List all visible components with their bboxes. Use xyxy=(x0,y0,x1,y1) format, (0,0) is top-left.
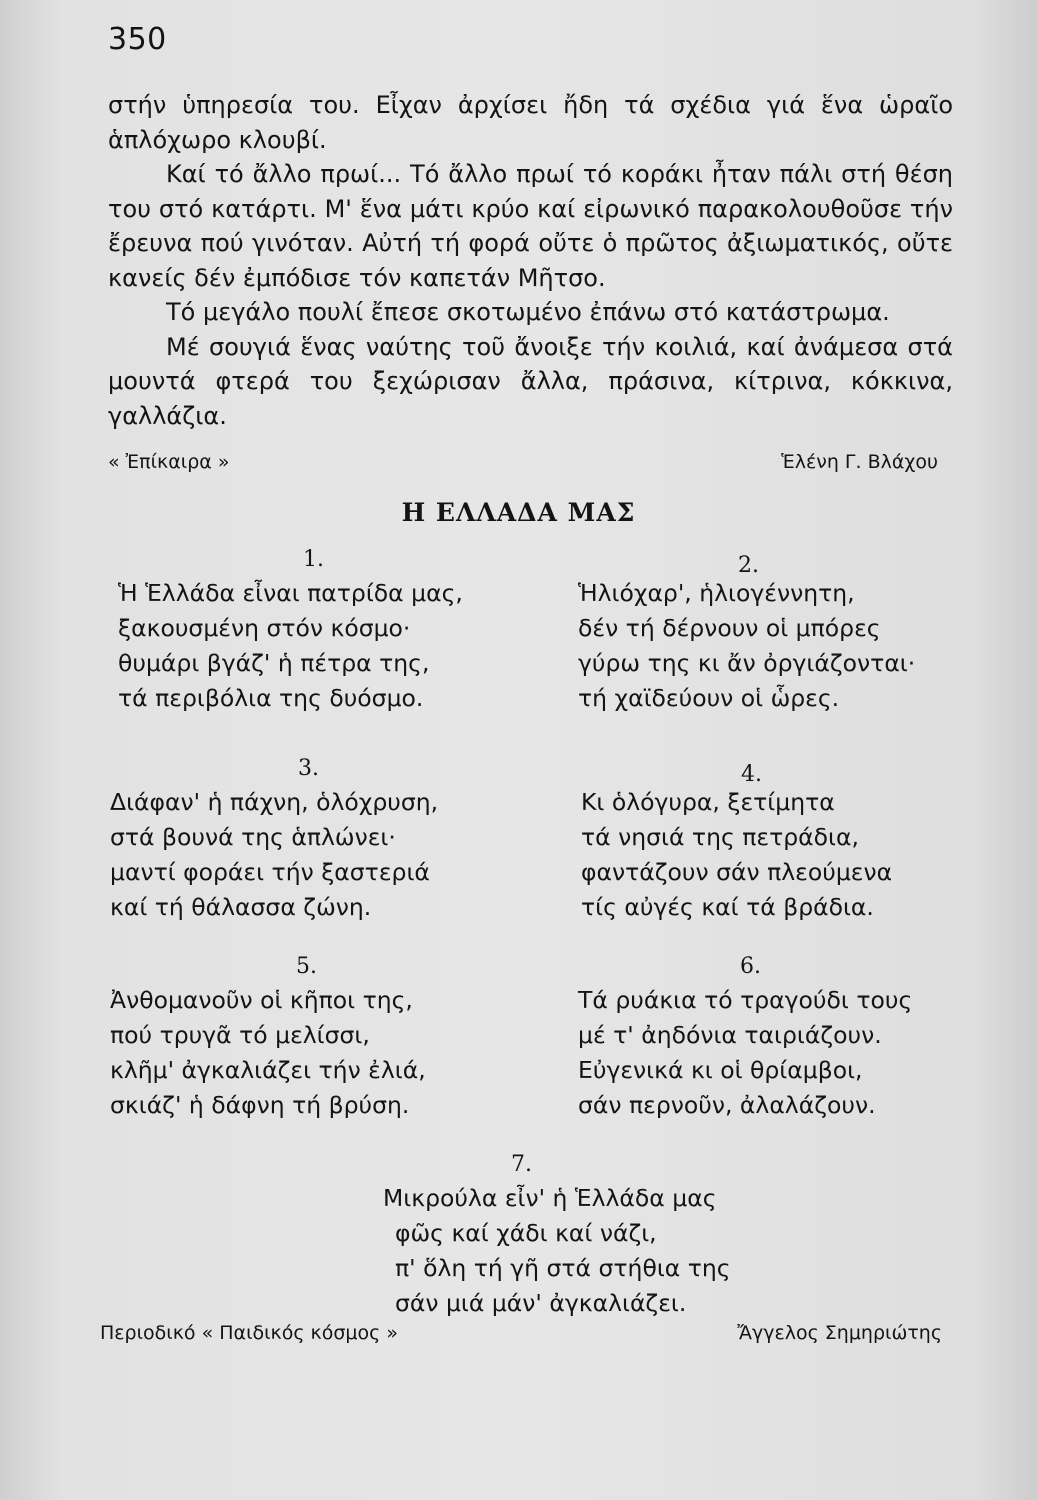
poem-line: θυμάρι βγάζ' ἡ πέτρα της, xyxy=(118,649,430,677)
prose-source: « Ἐπίκαιρα » xyxy=(108,451,230,473)
poem-line: Εὐγενικά κι οἱ θρίαμβοι, xyxy=(578,1056,863,1084)
stanza-5 xyxy=(110,954,426,1123)
page-number: 350 xyxy=(108,22,167,57)
poem-source: Περιοδικό « Παιδικός κόσμος » xyxy=(100,1322,398,1344)
stanza-3 xyxy=(110,756,439,925)
prose-author: Ἑλένη Γ. Βλάχου xyxy=(781,451,938,473)
poem-line: τίς αὐγές καί τά βράδια. xyxy=(581,893,874,921)
prose-paragraph: Τό μεγάλο πουλί ἔπεσε σκοτωμένο ἐπάνω στό κατάστρωμα. xyxy=(166,298,890,326)
poem-line: Μικρούλα εἶν' ἡ Ἑλλάδα μας xyxy=(383,1184,717,1212)
poem-line: σάν περνοῦν, ἀλαλάζουν. xyxy=(578,1091,876,1119)
poem-line: τή χαϊδεύουν οἱ ὧρες. xyxy=(578,684,840,712)
poem-line: π' ὅλη τή γῆ στά στήθια της xyxy=(395,1254,731,1282)
stanza-number: 2. xyxy=(738,553,759,578)
poem-line: μαντί φοράει τήν ξαστεριά xyxy=(110,858,430,886)
poem-line: μέ τ' ἀηδόνια ταιριάζουν. xyxy=(578,1021,882,1049)
poem-line: στά βουνά της ἁπλώνει· xyxy=(110,823,396,851)
poem-line: Ἡ Ἑλλάδα εἶναι πατρίδα μας, xyxy=(118,579,463,607)
poem-line: κλῆμ' ἀγκαλιάζει τήν ἐλιά, xyxy=(110,1056,426,1084)
poem-line: σάν μιά μάν' ἀγκαλιάζει. xyxy=(395,1289,687,1317)
stanza-2 xyxy=(578,553,916,716)
poem-line: δέν τή δέρνουν οἱ μπόρες xyxy=(578,614,881,642)
poem-line: φῶς καί χάδι καί νάζι, xyxy=(395,1219,657,1247)
prose-paragraph: Μέ σουγιά ἕνας ναύτης τοῦ ἄνοιξε τήν κοιλιά, καί ἀνάμεσα στά μουντά φτερά του ξεχώρισαν ἄλλα, πράσινα, κίτρινα, κόκκινα, γαλλάζια. xyxy=(108,332,953,430)
poem-line: Διάφαν' ἡ πάχνη, ὁλόχρυση, xyxy=(110,788,439,816)
prose-paragraph: Καί τό ἄλλο πρωί... Τό ἄλλο πρωί τό κοράκι ἦταν πάλι στή θέση του στό κατάρτι. Μ' ἕνα μάτι κρύο καί εἰρωνικό παρακολουθοῦσε τήν ἔρευνα πού γινόταν. Αὐτή τή φορά οὔτε ὁ πρῶτος ἀξιωματικός, οὔτε κανείς δέν ἐμπόδισε τόν καπετάν Μῆτσο. xyxy=(108,160,953,292)
poem-line: φαντάζουν σάν πλεούμενα xyxy=(581,858,893,886)
poem-author: Ἄγγελος Σημηριώτης xyxy=(737,1322,942,1344)
poem-line: ξακουσμένη στόν κόσμο· xyxy=(118,614,411,642)
stanza-6 xyxy=(578,954,913,1123)
poem-line: τά περιβόλια της δυόσμο. xyxy=(118,684,424,712)
poem-line: τά νησιά της πετράδια, xyxy=(581,823,859,851)
poem-line: Κι ὁλόγυρα, ξετίμητα xyxy=(581,788,835,816)
stanza-number: 6. xyxy=(740,954,761,979)
stanza-4 xyxy=(581,762,893,925)
poem-line: σκιάζ' ἡ δάφνη τή βρύση. xyxy=(110,1091,410,1119)
poem-line: Ἡλιόχαρ', ἡλιογέννητη, xyxy=(578,579,855,607)
stanza-1 xyxy=(118,547,463,716)
poem-title: Η ΕΛΛΑΔΑ ΜΑΣ xyxy=(401,498,636,527)
poem-line: Τά ρυάκια τό τραγούδι τους xyxy=(578,986,913,1014)
stanza-number: 1. xyxy=(303,547,324,572)
stanza-number: 4. xyxy=(741,762,762,787)
prose-paragraph: στήν ὑπηρεσία του. Εἶχαν ἀρχίσει ἤδη τά σχέδια γιά ἕνα ὡραῖο ἁπλόχωρο κλουβί. xyxy=(108,91,953,154)
poem-line: γύρω της κι ἄν ὀργιάζονται· xyxy=(578,649,916,677)
prose-excerpt xyxy=(108,88,953,433)
poem-line: καί τή θάλασσα ζώνη. xyxy=(110,893,372,921)
stanza-number: 3. xyxy=(298,756,319,781)
stanza-number: 5. xyxy=(296,954,317,979)
poem-line: πού τρυγᾶ τό μελίσσι, xyxy=(110,1021,370,1049)
poem-line: Ἀνθομανοῦν οἱ κῆποι της, xyxy=(110,986,413,1014)
stanza-number: 7. xyxy=(511,1152,532,1177)
stanza-7 xyxy=(383,1152,731,1321)
